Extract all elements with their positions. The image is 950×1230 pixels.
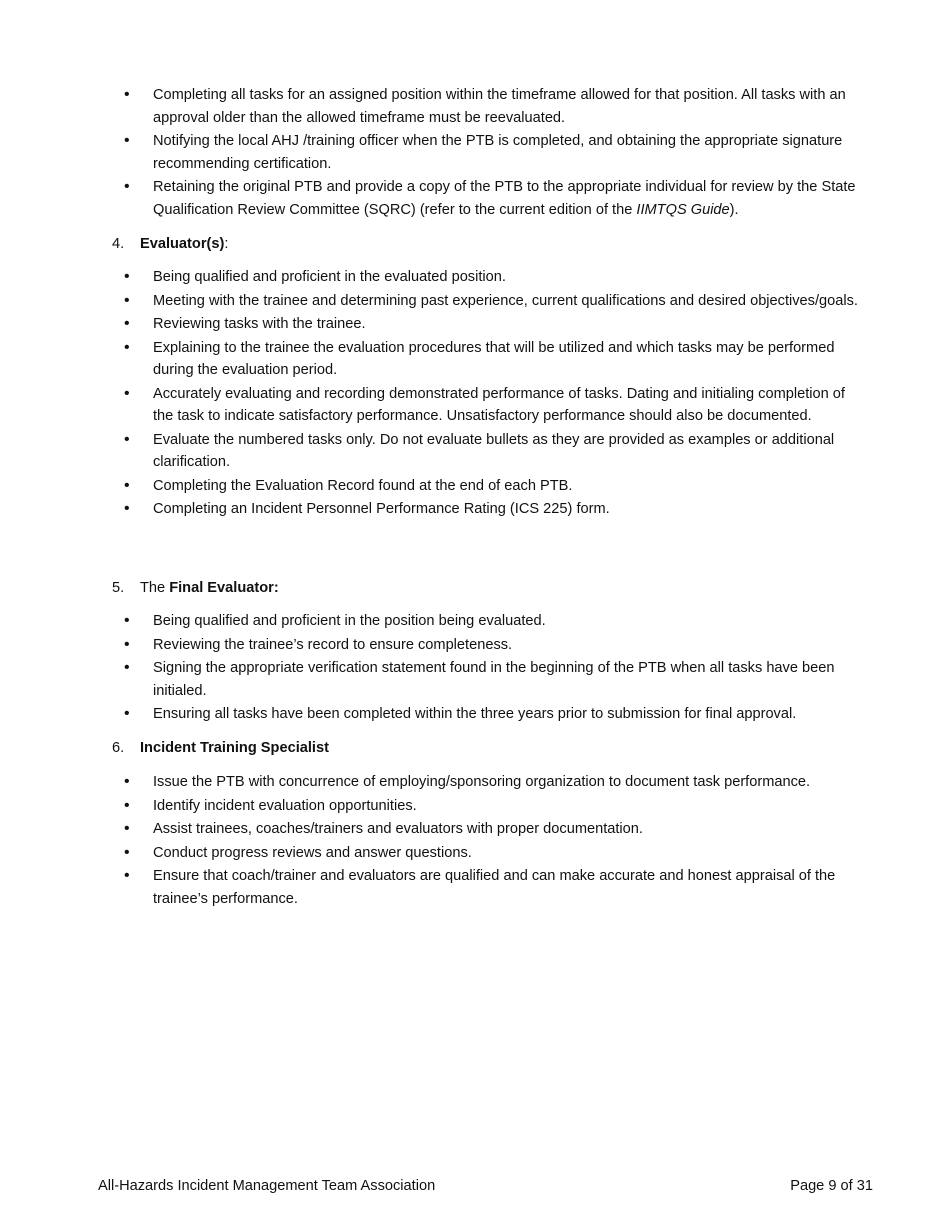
section4-list	[153, 266, 858, 522]
list-item: • Assist trainees, coaches/trainers and evaluators with proper documentation.	[153, 818, 858, 841]
list-item: • Accurately evaluating and recording demonstrated performance of tasks. Dating and initialing completion of the task to indicate satisfactory performance. Unsatisfactory performance should also be documented.	[153, 383, 858, 428]
guide-title: IIMTQS Guide	[636, 201, 730, 218]
section5-list	[153, 610, 858, 727]
list-item: • Notifying the local AHJ /training officer when the PTB is completed, and obtaining the appropriate signature recommending certification.	[153, 130, 858, 175]
section5-heading	[112, 577, 812, 600]
section3-list	[153, 84, 858, 222]
section-number: 4.	[112, 236, 125, 252]
list-item: • Reviewing tasks with the trainee.	[153, 313, 858, 336]
list-item: • Being qualified and proficient in the position being evaluated.	[153, 610, 858, 633]
footer-page-number: Page 9 of 31	[790, 1178, 873, 1194]
list-item: • Being qualified and proficient in the evaluated position.	[153, 266, 858, 289]
list-item: • Ensuring all tasks have been completed within the three years prior to submission for final approval.	[153, 703, 858, 726]
section6-heading	[112, 737, 812, 760]
list-item: • Identify incident evaluation opportunities.	[153, 795, 858, 818]
list-item: • Evaluate the numbered tasks only. Do not evaluate bullets as they are provided as examples or additional clarification.	[153, 429, 858, 474]
section4-heading	[112, 233, 812, 256]
section-title-prefix: The	[140, 580, 170, 596]
list-item: • Completing an Incident Personnel Performance Rating (ICS 225) form.	[153, 498, 858, 521]
list-item: • Issue the PTB with concurrence of employing/sponsoring organization to document task performance.	[153, 771, 858, 794]
list-item: • Completing the Evaluation Record found at the end of each PTB.	[153, 475, 858, 498]
list-item	[153, 176, 858, 221]
footer-organization: All-Hazards Incident Management Team Association	[98, 1178, 436, 1194]
list-item: • Explaining to the trainee the evaluation procedures that will be utilized and which tasks may be performed during the evaluation period.	[153, 337, 858, 382]
list-item: • Signing the appropriate verification statement found in the beginning of the PTB when all tasks have been initialed.	[153, 657, 858, 702]
section-title: Evaluator(s)	[140, 236, 225, 252]
section-title: Incident Training Specialist	[140, 740, 329, 756]
section6-list	[153, 771, 858, 911]
list-item-text: Retaining the original PTB and provide a copy of the PTB to the appropriate individual for review by the State Qualification Review Committee (SQRC) (refer to the current edition of the	[153, 179, 856, 218]
section-number: 6.	[112, 740, 125, 756]
section-title: Final Evaluator:	[169, 580, 279, 596]
list-item-text: ).	[729, 201, 739, 218]
section-number: 5.	[112, 580, 125, 596]
list-item: • Meeting with the trainee and determining past experience, current qualifications and desired objectives/goals.	[153, 290, 858, 313]
list-item: • Reviewing the trainee’s record to ensure completeness.	[153, 634, 858, 657]
list-item: • Conduct progress reviews and answer questions.	[153, 842, 858, 865]
list-item: • Ensure that coach/trainer and evaluators are qualified and can make accurate and honest appraisal of the trainee’s performance.	[153, 865, 858, 910]
list-item: • Completing all tasks for an assigned position within the timeframe allowed for that position. All tasks with an approval older than the allowed timeframe must be reevaluated.	[153, 84, 858, 129]
section-title-suffix: :	[224, 236, 229, 252]
